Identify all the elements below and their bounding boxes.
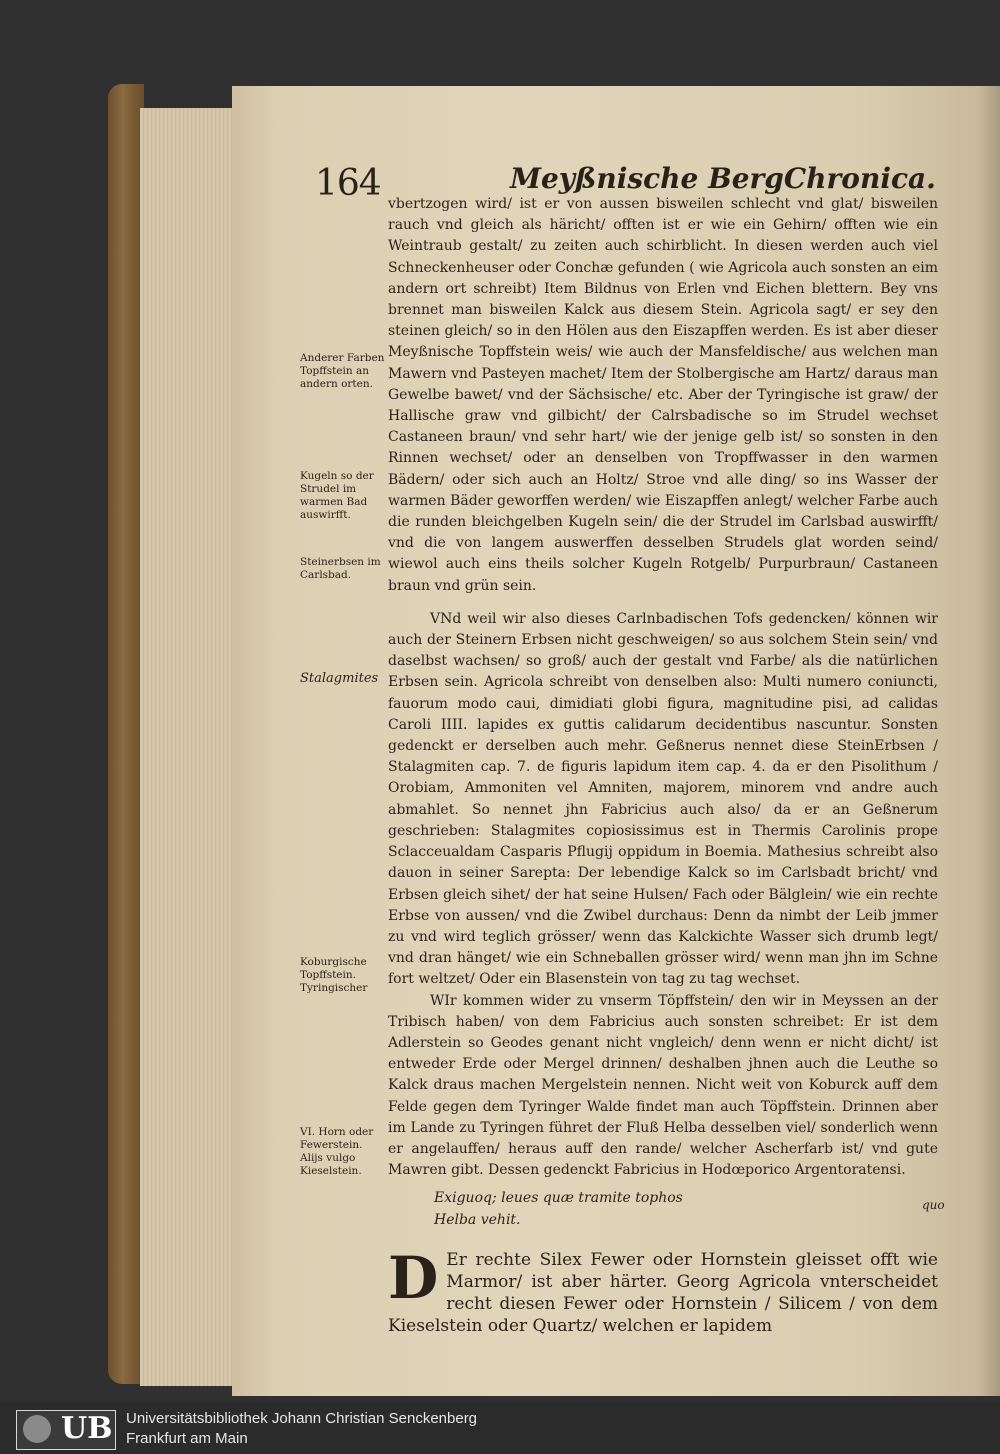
footer-bar	[0, 1402, 1000, 1454]
verse-line: Exiguoq; leues quæ tramite tophos	[434, 1190, 683, 1207]
library-logo[interactable]	[16, 1410, 116, 1450]
page-number: 164	[315, 163, 381, 204]
paragraph: vbertzogen wird/ ist er von aussen bisweilen schlecht vnd glat/ bisweilen rauch vnd gleich als häricht/ offten ist er wie ein Gehirn/ offten wie ein Weintraub gestalt/ zu zeiten auch schirblicht. In diesen werden auch viel Schneckenheuser oder Conchæ gefunden ( wie Agricola auch sonsten an eim andern ort schreibt) Item Bildnus von Erlen vnd Eichen blettern. Bey vns brennet man bisweilen Kalck aus diesem Stein. Agricola sagt/ er sey den steinen gleich/ so in den Hölen aus den Eiszapffen werden. Es ist aber dieser Meyßnische Topffstein weis/ wie auch der Mansfeldische/ aus welchen man Mawern vnd Pasteyen machet/ Item der Stolbergische am Hartz/ daraus man Gewelbe bawet/ vnd der Sächsische/ etc. Aber der Tyringische ist graw/ der Hallische graw vnd gilbicht/ der Calrsbadische so im Strudel wechset Castaneen braun/ vnd sehr hart/ wie der jenige gelb ist/ so sonsten in den Rinnen wechset/ oder an denselben von Tropffwasser in den warmen Bädern/ oder sich auch an Holtz/ Stroe vnd alle ding/ so ins Wasser der warmen Bäder geworffen werden/ wie Eiszapffen anlegt/ welcher Farbe auch die runden bleichgelben Kugeln sein/ die der Strudel im Carlsbad auswirfft/ vnd die von langem auswerffen desselben Strudels glat worden seind/ wiewol auch eins theils solcher Kugeln Rotgelb/ Purpurbraun/ Castaneen braun vnd grün sein.	[388, 196, 938, 594]
drop-cap: D	[388, 1244, 439, 1313]
verse-quote	[434, 1187, 938, 1231]
book-cover-edge	[108, 84, 144, 1384]
margin-note: Kugeln so der Strudel im warmen Bad auswirfft.	[300, 470, 374, 521]
seal-icon	[23, 1415, 51, 1443]
page-edges	[140, 108, 240, 1386]
catchword: quo	[922, 1198, 945, 1212]
margin-note: Steinerbsen im Carlsbad.	[300, 556, 381, 581]
running-head: Meyßnische BergChronica.	[510, 162, 936, 195]
margin-note: Anderer Farben Topffstein an andern orten.	[300, 352, 385, 390]
library-name: Universitätsbibliothek Johann Christian Senckenberg	[126, 1410, 478, 1427]
facing-page-strip	[978, 86, 1000, 1396]
margin-note: VI. Horn oder Fewerstein. Alijs vulgo Kieselstein.	[300, 1126, 374, 1177]
paragraph: WIr kommen wider zu vnserm Töpffstein/ den wir in Meyssen an der Tribisch haben/ von dem Fabricius auch sonsten schreibet: Er ist dem Adlerstein so Geodes genant nicht vngleich/ denn wenn er nicht dicht/ ist entweder Erde oder Mergel drinnen/ deshalben jhnen auch die Leuthe so Kalck draus machen Mergelstein nennen. Nicht weit von Koburck auff dem Felde gegen dem Tyringer Walde findet man auch Töpffstein. Drinnen aber im Lande zu Tyringen führet der Fluß Helba desselben viel/ sonderlich wenn er angelauffen/ heraus auff den rande/ welcher Ascherfarb ist/ vnd gute Mawren gibt. Dessen gedenckt Fabricius in Hodœporico Argentoratensi.	[388, 992, 938, 1179]
verse-line: Helba vehit.	[434, 1212, 521, 1229]
margin-note: Stalagmites	[300, 671, 379, 686]
paragraph: VNd weil wir also dieses Carlnbadischen Tofs gedencken/ können wir auch der Steinern Erbsen nicht geschweigen/ so aus solchem Stein sein/ vnd daselbst wachsen/ so groß/ auch der gestalt vnd Farbe/ als die natürlichen Erbsen sein. Agricola schreibt von denselben also: Multi numero coniuncti, fauorum modo caui, dimidiati globi figura, magnitudine pisi, ad calidas Caroli IIII. lapides ex guttis calidarum decidentibus nascuntur. Sonsten gedenckt er derselben auch mehr. Geßnerus nennet diese SteinErbsen / Stalagmiten cap. 7. de figuris lapidum item cap. 4. da er den Pisolithum / Orobiam, Ammoniten vel Amniten, majorem, minorem vnd andre auch abmahlet. So nennet jhn Fabricius auch also/ da er an Geßnerum geschrieben: Stalagmites copiosissimus est in Thermis Carolinis prope Sclacceualdam Casparis Pflugij oppidum in Boemia. Mathesius schreibt also dauon in seiner Sarepta: Der lebendige Kalck so im Carlsbadt bricht/ vnd Erbsen gleich sihet/ der hat seine Hulsen/ Fach oder Bälglein/ wie ein rechte Erbse von aussen/ vnd die Zwibel durchaus: Denn da nimbt der Leib jmmer zu vnd wird teglich grösser/ wenn das Kalckichte Wasser sich drumb legt/ vnd dran hänget/ wie ein Schneballen grösser wird/ wenn man jhn im Schne fort weltzet/ Oder ein Blasenstein von tag zu tag wechset.	[388, 610, 938, 988]
paragraph	[388, 1244, 938, 1337]
margin-note: Koburgische Topffstein. Tyringischer	[300, 956, 368, 994]
library-location: Frankfurt am Main	[126, 1430, 248, 1447]
logo-text: UB	[61, 1411, 113, 1446]
body-text	[388, 194, 938, 1337]
paragraph-text: Er rechte Silex Fewer oder Hornstein gleisset offt wie Marmor/ ist aber härter. Georg Agricola vnterscheidet recht diesen Fewer oder Hornstein / Silicem / von dem Kieselstein oder Quartz/ welchen er lapidem	[388, 1250, 938, 1337]
